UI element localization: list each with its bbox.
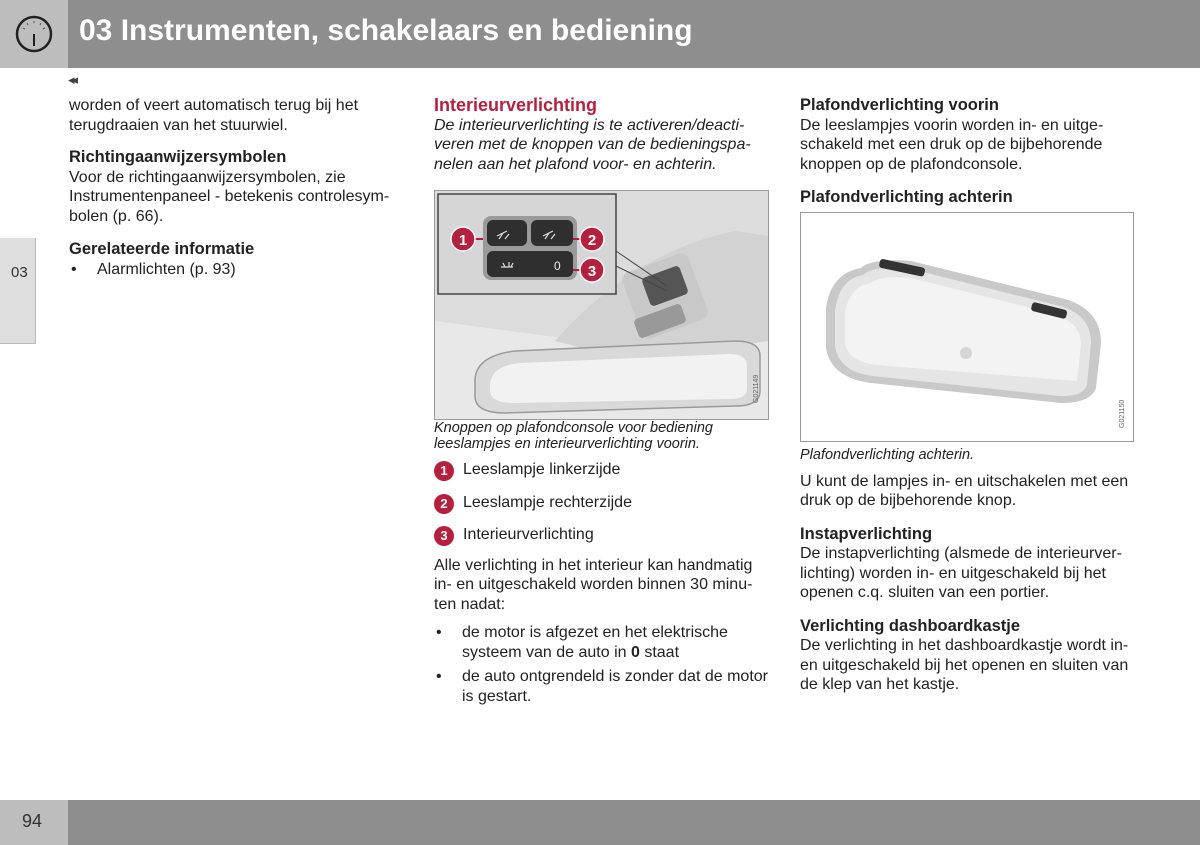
list-item-label: Leeslampje linkerzijde bbox=[463, 461, 621, 478]
paragraph-richtingaanwijzer: Voor de richtingaanwijzersymbolen, zie Instrumentenpaneel - betekenis controlesym-bolen (p. 66). bbox=[69, 168, 390, 225]
chapter-tab-label: 03 bbox=[11, 264, 28, 281]
heading-plafond-achterin: Plafondverlichting achterin bbox=[800, 188, 1013, 206]
section-title: Interieurverlichting bbox=[434, 95, 598, 115]
page-number: 94 bbox=[22, 811, 43, 831]
list-item bbox=[434, 493, 769, 513]
list-item-label: Interieurverlichting bbox=[463, 526, 594, 543]
speedometer-icon bbox=[14, 14, 54, 54]
list-item-label: Leeslampje rechterzijde bbox=[463, 493, 632, 511]
paragraph-instapverlichting: De instapverlichting (alsmede de interieurver-lichting) worden in- en uitgeschakeld bij het openen c.q. sluiten van een portier. bbox=[800, 545, 1122, 601]
figure-code: G021149 bbox=[753, 374, 760, 403]
list-item bbox=[434, 623, 769, 662]
button-zero-label: 0 bbox=[554, 259, 561, 273]
list-item bbox=[434, 460, 769, 480]
heading-related-info: Gerelateerde informatie bbox=[69, 240, 255, 258]
column-right bbox=[800, 96, 1135, 695]
paragraph-achterin: U kunt de lampjes in- en uitschakelen met een druk op de bijbehorende knop. bbox=[800, 472, 1129, 509]
callout-1-label: 1 bbox=[458, 232, 468, 249]
header-icon-box bbox=[0, 0, 68, 68]
footer-bar bbox=[0, 800, 1200, 845]
paragraph-plafond-voorin: De leeslampjes voorin worden in- en uitge-schakeld met een druk op de bijbehorende knoppen op de plafondconsole. bbox=[800, 116, 1104, 173]
heading-dashboardkastje: Verlichting dashboardkastje bbox=[800, 616, 1021, 635]
numbered-list bbox=[434, 460, 769, 545]
page-number-box bbox=[0, 800, 68, 845]
ceiling-console-illustration bbox=[435, 191, 768, 419]
chapter-tab[interactable] bbox=[0, 238, 36, 344]
related-list bbox=[69, 260, 404, 280]
list-item: • de auto ontgrendeld is zonder dat de motor is gestart. bbox=[434, 667, 769, 706]
bullet-text-pre: de motor is afgezet en het elektrische systeem van de auto in bbox=[462, 624, 728, 661]
related-link[interactable]: • Alarmlichten (p. 93) bbox=[69, 260, 404, 280]
number-badge: 3 bbox=[434, 526, 454, 546]
rear-lamp-illustration bbox=[801, 213, 1133, 441]
figure-caption: Plafondverlichting achterin. bbox=[800, 446, 975, 463]
column-middle bbox=[434, 96, 769, 706]
back-arrow-icon[interactable]: ◂◂ bbox=[68, 72, 76, 87]
list-item bbox=[434, 525, 769, 545]
paragraph-handmatig: Alle verlichting in het interieur kan handmatig in- en uitgeschakeld worden binnen 30 minu-ten nadat: bbox=[434, 556, 753, 613]
heading-instapverlichting: Instapverlichting bbox=[800, 524, 933, 543]
continued-text: worden of veert automatisch terug bij het terugdraaien van het stuurwiel. bbox=[69, 97, 359, 134]
figure-code: G021150 bbox=[1119, 399, 1126, 428]
bullet-text-post: staat bbox=[639, 643, 680, 661]
figure-rear-lamp bbox=[800, 212, 1134, 442]
callout-2-label: 2 bbox=[587, 232, 597, 249]
callout-2 bbox=[580, 227, 604, 251]
page-title: 03 Instrumenten, schakelaars en bediening bbox=[79, 14, 693, 47]
heading-richtingaanwijzersymbolen: Richtingaanwijzersymbolen bbox=[69, 148, 287, 166]
callout-3-label: 3 bbox=[587, 263, 597, 280]
paragraph-dashboardkastje: De verlichting in het dashboardkastje wordt in- en uitgeschakeld bij het openen en sluiten van de klep van het kastje. bbox=[800, 637, 1129, 693]
figure-caption: Knoppen op plafondconsole voor bediening leeslampjes en interieurverlichting voorin. bbox=[434, 420, 713, 452]
figure-ceiling-console bbox=[434, 190, 769, 420]
condition-list bbox=[434, 623, 769, 706]
callout-3 bbox=[580, 258, 604, 282]
callout-1 bbox=[451, 227, 475, 251]
number-badge: 2 bbox=[434, 494, 454, 514]
bullet-text-bold: 0 bbox=[630, 643, 640, 661]
heading-plafond-voorin: Plafondverlichting voorin bbox=[800, 96, 999, 114]
number-badge: 1 bbox=[434, 461, 454, 481]
column-left bbox=[69, 96, 404, 279]
intro-text: De interieurverlichting is te activeren/deacti-veren met de knoppen van de bedieningspa-nelen aan het plafond voor- en achterin. bbox=[434, 116, 751, 173]
